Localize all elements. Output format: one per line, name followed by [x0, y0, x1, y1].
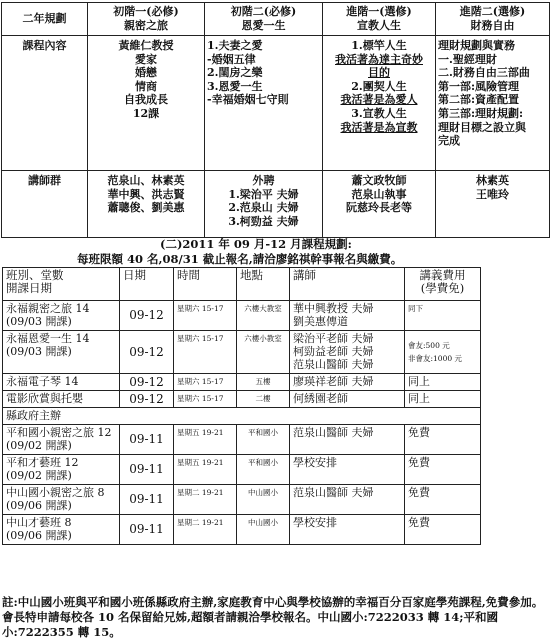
table-row: 永福電子琴 14 09-12 星期六 15-17 五樓 廖瑛祥老師 夫婦 同上 [3, 374, 481, 391]
header-place: 地點 [237, 268, 290, 301]
header-fee: 講義費用 (學費免) [405, 268, 481, 301]
content-stage1: 黃維仁教授 愛家 婚戀 情商 自我成長 12課 [88, 36, 205, 171]
teachers-stage3: 蕭文政牧師 范泉山執事 阮慈玲長老等 [323, 171, 436, 238]
teachers-stage2: 外聘 1.梁治平 夫婦 2.范泉山 夫婦 3.柯勁益 夫婦 [205, 171, 323, 238]
plan-header-cell: 二年規劃 [2, 3, 88, 36]
plan-content-row [2, 36, 550, 171]
schedule-table [2, 267, 481, 545]
section2-note: 每班限額 40 名,08/31 截止報名,請洽廖銘祺幹事報名與繳費。 [77, 252, 403, 266]
table-row: 永福恩愛一生 14 (09/03 開課) 09-12 星期六 15-17 六樓小教室 梁治平老師 夫婦 柯勁益老師 夫婦 范泉山醫師 夫婦 會友:500 元 非會友:1000 元 [3, 331, 481, 374]
table-row: 平和才藝班 12 (09/02 開課) 09-11 星期五 19-21 平和國小 學校安排 免費 [3, 455, 481, 485]
teachers-stage4: 林素英 王唯玲 [436, 171, 550, 238]
content-stage3: 1.標竿人生 我活著為達主奇妙 目的 2.團契人生 我活著是為愛人 3.宣教人生 我活著是為宣教 [323, 36, 436, 171]
content-label: 課程內容 [2, 36, 88, 171]
county-section-row: 縣政府主辦 [3, 408, 481, 425]
plan-header-cell: 初階二(必修) 恩愛一生 [205, 3, 323, 36]
plan-header-row [2, 3, 550, 36]
table-row: 電影欣賞與托嬰 09-12 星期六 15-17 二樓 何綉園老師 同上 [3, 391, 481, 408]
teacher-label: 講師群 [2, 171, 88, 238]
content-stage4: 理財規劃與實務 一.聖經理財 二.財務自由三部曲 第一部:風險管理 第二部:資產配置 第三部:理財規劃: 理財目標之設立與 完成 [436, 36, 550, 171]
content-stage2: 1.夫妻之愛 -婚姻五律 2.閨房之樂 3.恩愛一生 -幸福婚姻七守則 [205, 36, 323, 171]
table-row: 中山國小親密之旅 8 (09/06 開課) 09-11 星期二 19-21 中山國小 范泉山醫師 夫婦 免費 [3, 485, 481, 515]
header-class: 班別、堂數 開課日期 [3, 268, 120, 301]
header-date: 日期 [120, 268, 174, 301]
table-row: 中山才藝班 8 (09/06 開課) 09-11 星期二 19-21 中山國小 學校安排 免費 [3, 515, 481, 545]
teachers-stage1: 范泉山、林素英 華中興、洪志賢 蕭聰俊、劉美惠 [88, 171, 205, 238]
header-teacher: 講師 [290, 268, 405, 301]
plan-teacher-row [2, 171, 550, 238]
table-row: 永福親密之旅 14 (09/03 開課) 09-12 星期六 15-17 六樓大教室 華中興教授 夫婦 劉美惠傳道 同下 [3, 301, 481, 331]
plan-header-cell: 進階一(選修) 宣教人生 [323, 3, 436, 36]
plan-header-cell: 初階一(必修) 親密之旅 [88, 3, 205, 36]
schedule-header-row [3, 268, 481, 301]
header-time: 時間 [174, 268, 237, 301]
section2-title: (二)2011 年 09 月-12 月課程規劃: [160, 237, 352, 251]
table-row: 平和國小親密之旅 12 (09/02 開課) 09-11 星期五 19-21 平和國小 范泉山醫師 夫婦 免費 [3, 425, 481, 455]
plan-table [1, 2, 550, 238]
plan-header-cell: 進階二(選修) 財務自由 [436, 3, 550, 36]
footer-note: 註:中山國小班與平和國小班係縣政府主辦,家庭教育中心與學校協辦的幸福百分百家庭學苑課程,免費參加。會長特申請每校各 10 名保留給兄姊,超額者請親洽學校報名。中山國小:7222033 轉 14;平和國小:7222355 轉 15。 [2, 595, 544, 639]
